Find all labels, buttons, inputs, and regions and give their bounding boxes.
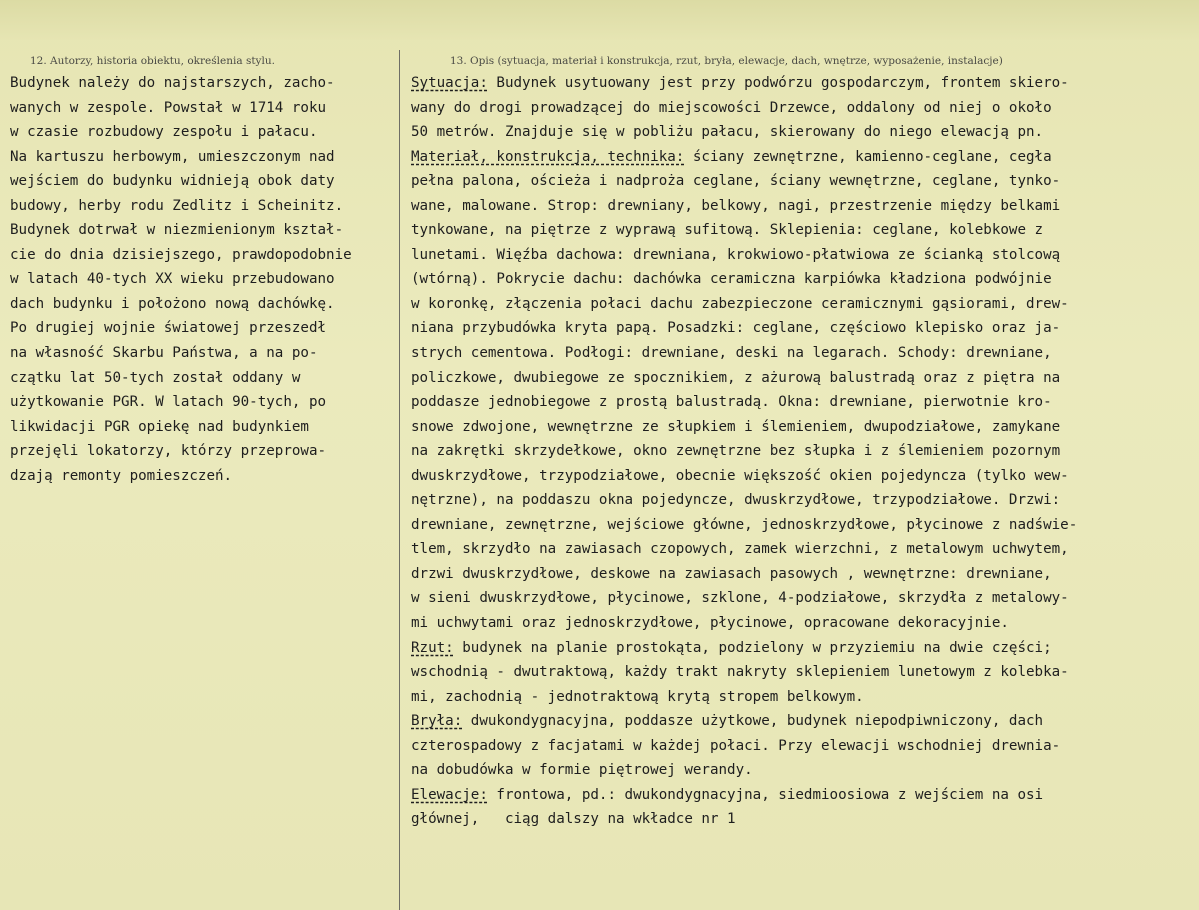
description-text-line — [411, 464, 1199, 489]
history-text-line: likwidacji PGR opiekę nad budynkiem — [10, 418, 309, 435]
history-text-line: Budynek należy do najstarszych, zacho- — [10, 75, 335, 91]
description-text-line — [411, 488, 1199, 513]
section-text: (wtórną). Pokrycie dachu: dachówka ceramiczna karpiówka kładziona podwójnie — [411, 271, 1052, 288]
section-text: wschodnią - dwutraktową, każdy trakt nakryty sklepieniem lunetowym z kolebka- — [411, 664, 1069, 681]
history-text-line: Budynek dotrwał w niezmienionym kształ- — [10, 222, 344, 239]
description-text-line — [411, 218, 1199, 243]
history-text-line: w czasie rozbudowy zespołu i pałacu. — [10, 124, 318, 141]
history-text-line: czątku lat 50-tych został oddany w — [10, 369, 301, 386]
description-text-line — [411, 169, 1199, 194]
section-text: budynek na planie prostokąta, podzielony w przyziemiu na dwie części; — [453, 639, 1052, 656]
section-heading: Sytuacja: — [411, 75, 488, 91]
description-text-line — [411, 415, 1199, 440]
section-text: niana przybudówka kryta papą. Posadzki: ceglane, częściowo klepisko oraz ja- — [411, 320, 1061, 337]
description-text-line — [411, 439, 1199, 464]
section-text: mi, zachodnią - jednotraktową krytą stropem belkowym. — [411, 688, 864, 705]
section-heading: Materiał, konstrukcja, technika: — [411, 148, 685, 165]
description-text-line — [411, 513, 1199, 538]
section-text: w koronkę, złączenia połaci dachu zabezpieczone ceramicznymi gąsiorami, drew- — [411, 295, 1069, 312]
description-text-line — [411, 611, 1199, 636]
section-text: dwukondygnacyjna, poddasze użytkowe, budynek niepodpiwniczony, dach — [462, 713, 1044, 730]
section-text: głównej, ciąg dalszy na wkładce nr 1 — [411, 811, 736, 828]
history-text-line: użytkowanie PGR. W latach 90-tych, po — [10, 394, 327, 411]
section-heading: Elewacje: — [411, 786, 488, 803]
section-text: wany do drogi prowadzącej do miejscowości Drzewce, oddalony od niej o około — [411, 99, 1052, 116]
history-text-column — [10, 71, 395, 488]
section-text: Budynek usytuowany jest przy podwórzu gospodarczym, frontem skiero- — [487, 75, 1069, 91]
description-text-line — [411, 758, 1199, 783]
description-text-line — [411, 366, 1199, 391]
history-text-line: wejściem do budynku widnieją obok daty — [10, 173, 335, 190]
section-text: lunetami. Więźba dachowa: drewniana, krokwiowo-płatwiowa ze ścianką stolcową — [411, 246, 1061, 263]
section-text: poddasze jednobiegowe z prostą balustradą. Okna: drewniane, pierwotnie kro- — [411, 394, 1052, 411]
description-text-line — [411, 120, 1199, 145]
description-text-line — [411, 71, 1199, 96]
page-top-edge — [0, 0, 1199, 40]
section-text: tynkowane, na piętrze z wyprawą sufitową. Sklepienia: ceglane, kolebkowe z — [411, 222, 1044, 239]
description-text-line — [411, 734, 1199, 759]
section-text: policzkowe, dwubiegowe ze spocznikiem, z ażurową balustradą oraz z piętra na — [411, 369, 1061, 386]
description-text-line — [411, 685, 1199, 710]
section-text: dwuskrzydłowe, trzypodziałowe, obecnie większość okien pojedyncza (tylko wew- — [411, 467, 1069, 484]
section-text: w sieni dwuskrzydłowe, płycinowe, szklone, 4-podziałowe, skrzydła z metalowy- — [411, 590, 1069, 607]
description-text-line — [411, 194, 1199, 219]
description-text-line — [411, 145, 1199, 170]
history-text-line: dach budynku i położono nową dachówkę. — [10, 295, 335, 312]
description-text-line — [411, 537, 1199, 562]
history-text-line: cie do dnia dzisiejszego, prawdopodobnie — [10, 246, 352, 263]
description-text-line — [411, 292, 1199, 317]
description-text-line — [411, 341, 1199, 366]
section-text: drzwi dwuskrzydłowe, deskowe na zawiasach pasowych , wewnętrzne: drewniane, — [411, 565, 1052, 582]
description-text-line — [411, 709, 1199, 734]
description-text-line — [411, 243, 1199, 268]
history-text-line: w latach 40-tych XX wieku przebudowano — [10, 271, 335, 288]
description-text-line — [411, 586, 1199, 611]
section-text: ściany zewnętrzne, kamienno-ceglane, cegła — [684, 148, 1052, 165]
description-text-line — [411, 267, 1199, 292]
section-text: drewniane, zewnętrzne, wejściowe główne, jednoskrzydłowe, płycinowe z nadświe- — [411, 516, 1078, 533]
description-text-line — [411, 783, 1199, 808]
section-text: pełna palona, ościeża i nadproża ceglane, ściany wewnętrzne, ceglane, tynko- — [411, 173, 1061, 190]
section-12-header: 12. Autorzy, historia obiektu, określenia stylu. — [30, 55, 275, 67]
section-text: na dobudówka w formie piętrowej werandy. — [411, 762, 753, 779]
history-text-line: wanych w zespole. Powstał w 1714 roku — [10, 99, 327, 116]
history-text-line: budowy, herby rodu Zedlitz i Scheinitz. — [10, 197, 344, 214]
section-text: frontowa, pd.: dwukondygnacyjna, siedmioosiowa z wejściem na osi — [487, 786, 1044, 803]
section-text: strych cementowa. Podłogi: drewniane, deski na legarach. Schody: drewniane, — [411, 345, 1052, 362]
description-text-line — [411, 96, 1199, 121]
section-text: czterospadowy z facjatami w każdej połaci. Przy elewacji wschodniej drewnia- — [411, 737, 1061, 754]
history-text-line: dzają remonty pomieszczeń. — [10, 467, 233, 484]
history-text-line: Po drugiej wojnie światowej przeszedł — [10, 320, 327, 337]
section-text: na zakrętki skrzydełkowe, okno zewnętrzne bez słupka i z ślemieniem pozornym — [411, 443, 1061, 460]
history-text-line: na własność Skarbu Państwa, a na po- — [10, 345, 318, 362]
description-text-line — [411, 636, 1199, 661]
description-text-line — [411, 316, 1199, 341]
section-text: wane, malowane. Strop: drewniany, belkowy, nagi, przestrzenie między belkami — [411, 197, 1061, 214]
description-text-line — [411, 562, 1199, 587]
section-13-header: 13. Opis (sytuacja, materiał i konstrukcja, rzut, bryła, elewacje, dach, wnętrze, wyposażenie, instalacje) — [450, 55, 1003, 67]
section-heading: Rzut: — [411, 639, 454, 656]
section-heading: Bryła: — [411, 713, 463, 730]
description-text-line — [411, 807, 1199, 832]
section-text: mi uchwytami oraz jednoskrzydłowe, płycinowe, opracowane dekoracyjnie. — [411, 615, 1009, 632]
history-text-line: przejęli lokatorzy, którzy przeprowa- — [10, 443, 327, 460]
history-text-line: Na kartuszu herbowym, umieszczonym nad — [10, 148, 335, 165]
section-text: tlem, skrzydło na zawiasach czopowych, zamek wierzchni, z metalowym uchwytem, — [411, 541, 1069, 558]
description-text-line — [411, 660, 1199, 685]
section-text: snowe zdwojone, wewnętrzne ze słupkiem i ślemieniem, dwupodziałowe, zamykane — [411, 418, 1061, 435]
column-divider — [399, 50, 400, 910]
section-text: nętrzne), na poddaszu okna pojedyncze, dwuskrzydłowe, trzypodziałowe. Drzwi: — [411, 492, 1061, 509]
description-text-line — [411, 390, 1199, 415]
description-text-column — [411, 71, 1199, 832]
section-text: 50 metrów. Znajduje się w pobliżu pałacu, skierowany do niego elewacją pn. — [411, 124, 1044, 141]
